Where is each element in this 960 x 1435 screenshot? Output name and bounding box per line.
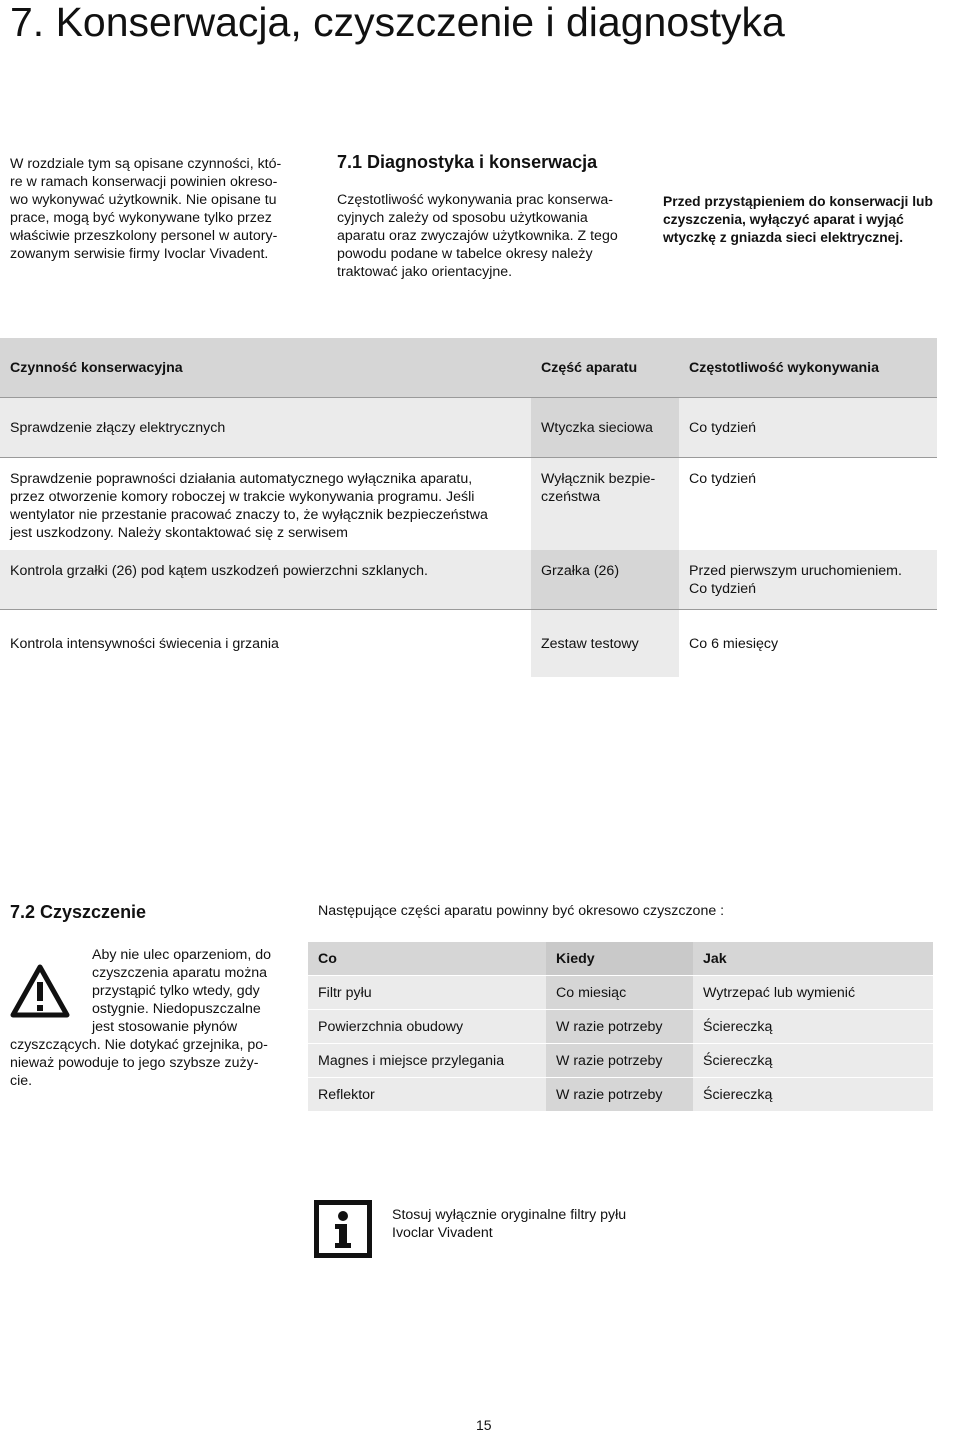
frequency-cell — [679, 458, 937, 550]
cell-line: wentylator nie przestanie pracować znaczy to, że wyłącznik bezpieczeństwa — [10, 507, 488, 523]
header-part: Część aparatu — [531, 338, 679, 398]
cell-line: Wtyczka sieciowa — [541, 419, 653, 436]
intro-line: prace, mogą być wykonywane tylko przez — [10, 210, 272, 226]
header-activity: Czynność konserwacyjna — [0, 338, 531, 398]
intro-line: zowanym serwisie firmy Ivoclar Vivadent. — [10, 246, 269, 262]
burn-warning-indented — [92, 946, 292, 1036]
disconnect-warning — [663, 193, 959, 247]
part-cell — [531, 398, 679, 458]
cell-line: Co tydzień — [689, 580, 757, 597]
when-cell: W razie potrzeby — [546, 1044, 693, 1078]
frequency-cell — [679, 398, 937, 458]
what-cell: Magnes i miejsce przylegania — [308, 1044, 546, 1078]
header-what: Co — [308, 942, 546, 976]
info-note-line: Ivoclar Vivadent — [392, 1225, 493, 1241]
info-note — [392, 1206, 626, 1242]
how-cell: Ściereczką — [693, 1044, 933, 1078]
activity-cell — [0, 610, 531, 678]
activity-cell — [0, 398, 531, 458]
table-row — [0, 398, 937, 458]
info-icon — [314, 1200, 372, 1258]
burn-warning-line: Aby nie ulec oparzeniom, do — [92, 947, 272, 963]
when-cell: W razie potrzeby — [546, 1010, 693, 1044]
info-note-line: Stosuj wyłącznie oryginalne filtry pyłu — [392, 1207, 627, 1223]
burn-warning-line: cie. — [10, 1073, 33, 1089]
cell-line: Co tydzień — [689, 471, 757, 487]
intro-line: właściwie przeszkolony personel w autory- — [10, 228, 278, 244]
maintenance-table — [0, 338, 937, 677]
burn-warning-line: przystąpić tylko wtedy, gdy — [92, 983, 260, 999]
burn-warning-line: jest stosowanie płynów — [92, 1019, 238, 1035]
section-71-heading: 7.1 Diagnostyka i konserwacja — [337, 152, 598, 172]
table-row — [0, 550, 937, 610]
cell-line: Zestaw testowy — [541, 635, 639, 652]
table-row — [308, 1078, 933, 1112]
cell-line: Wyłącznik bezpie- — [541, 471, 656, 487]
section-72-intro: Następujące części aparatu powinny być okresowo czyszczone : — [318, 903, 725, 919]
part-cell — [531, 610, 679, 678]
what-cell: Powierzchnia obudowy — [308, 1010, 546, 1044]
intro-line: wo wykonywać użytkownik. Nie opisane tu — [10, 192, 277, 208]
cell-line: Sprawdzenie złączy elektrycznych — [10, 419, 226, 436]
intro-paragraph — [10, 155, 300, 263]
when-cell: W razie potrzeby — [546, 1078, 693, 1112]
page-number: 15 — [476, 1417, 492, 1433]
section-71-paragraph — [337, 191, 637, 281]
warning-line: Przed przystąpieniem do konserwacji lub — [663, 194, 933, 209]
how-cell: Wytrzepać lub wymienić — [693, 976, 933, 1010]
intro-line: W rozdziale tym są opisane czynności, któ- — [10, 156, 282, 172]
frequency-cell — [679, 610, 937, 678]
cell-line: przez otworzenie komory roboczej w trakcie wykonywania programu. Jeśli — [10, 489, 475, 505]
activity-cell — [0, 458, 531, 550]
part-cell — [531, 550, 679, 610]
table-row — [308, 1010, 933, 1044]
burn-warning-line: czyszczących. Nie dotykać grzejnika, po- — [10, 1037, 268, 1053]
table-header-row — [0, 338, 937, 398]
section-71-line: aparatu oraz zwyczajów użytkownika. Z tego — [337, 228, 618, 244]
section-71-line: powodu podane w tabelce okresy należy — [337, 246, 593, 262]
table-header-row — [308, 942, 933, 976]
page-title: 7. Konserwacja, czyszczenie i diagnostyka — [10, 0, 785, 45]
warning-icon — [10, 964, 70, 1018]
header-how: Jak — [693, 942, 933, 976]
intro-line: re w ramach konserwacji powinien okreso- — [10, 174, 278, 190]
table-row — [0, 610, 937, 678]
warning-line: czyszczenia, wyłączyć aparat i wyjąć — [663, 212, 904, 227]
cleaning-table — [308, 942, 933, 1111]
cell-line: Co tydzień — [689, 419, 757, 436]
header-when: Kiedy — [546, 942, 693, 976]
how-cell: Ściereczką — [693, 1078, 933, 1112]
table-row — [0, 458, 937, 550]
how-cell: Ściereczką — [693, 1010, 933, 1044]
cell-line: jest uszkodzony. Należy skontaktować się z serwisem — [10, 525, 348, 541]
section-72-heading: 7.2 Czyszczenie — [10, 902, 147, 922]
cell-line: Kontrola grzałki (26) pod kątem uszkodzeń powierzchni szklanych. — [10, 562, 428, 579]
section-71-line: cyjnych zależy od sposobu użytkowania — [337, 210, 588, 226]
burn-warning-line: nieważ powoduje to jego szybsze zuży- — [10, 1055, 259, 1071]
frequency-cell — [679, 550, 937, 610]
cell-line: Kontrola intensywności świecenia i grzania — [10, 635, 279, 652]
warning-line: wtyczkę z gniazda sieci elektrycznej. — [663, 230, 904, 245]
when-cell: Co miesiąc — [546, 976, 693, 1010]
activity-cell — [0, 550, 531, 610]
burn-warning-line: ostygnie. Niedopuszczalne — [92, 1001, 261, 1017]
section-71-line: traktować jako orientacyjne. — [337, 264, 513, 280]
burn-warning-line: czyszczenia aparatu można — [92, 965, 268, 981]
burn-warning-full — [10, 1036, 300, 1090]
part-cell — [531, 458, 679, 550]
table-row — [308, 976, 933, 1010]
cell-line: Co 6 miesięcy — [689, 635, 779, 652]
what-cell: Reflektor — [308, 1078, 546, 1112]
cell-line: czeństwa — [541, 489, 601, 505]
section-71-line: Częstotliwość wykonywania prac konserwa- — [337, 192, 613, 208]
header-frequency: Częstotliwość wykonywania — [679, 338, 937, 398]
cell-line: Sprawdzenie poprawności działania automatycznego wyłącznika aparatu, — [10, 471, 473, 487]
table-row — [308, 1044, 933, 1078]
cell-line: Przed pierwszym uruchomieniem. — [689, 562, 902, 579]
what-cell: Filtr pyłu — [308, 976, 546, 1010]
cell-line: Grzałka (26) — [541, 562, 620, 579]
